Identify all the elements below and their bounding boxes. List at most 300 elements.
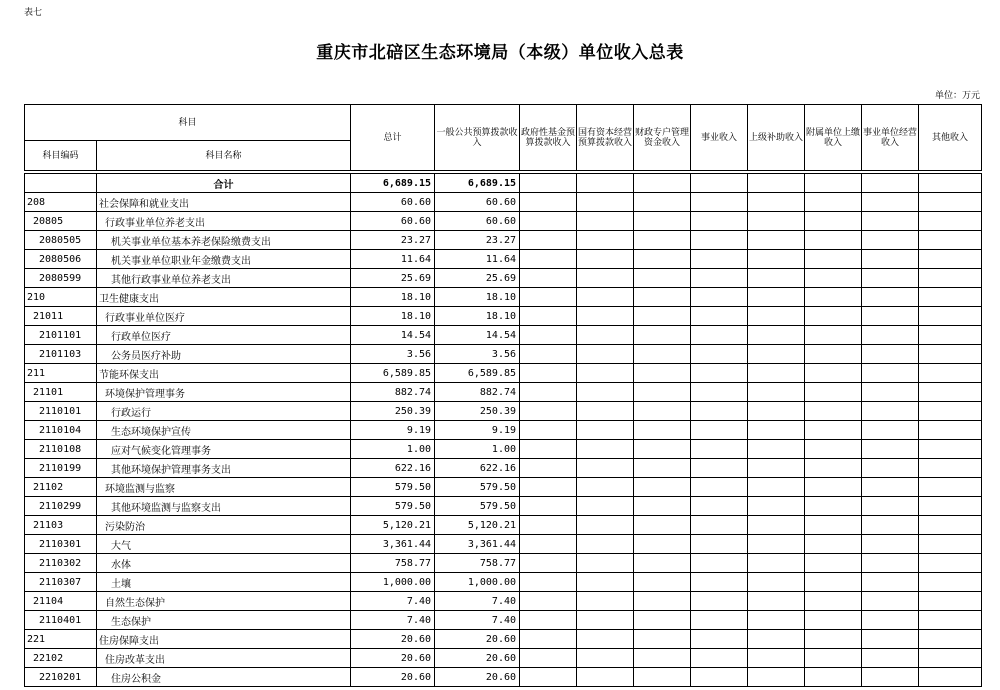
subject-name-cell: 其他环境保护管理事务支出: [97, 459, 351, 478]
empty-cell: [634, 592, 691, 611]
empty-cell: [520, 440, 577, 459]
empty-cell: [520, 516, 577, 535]
empty-cell: [919, 497, 982, 516]
header-subject-name: 科目名称: [97, 141, 351, 171]
empty-cell: [805, 592, 862, 611]
empty-cell: [862, 307, 919, 326]
empty-cell: [577, 193, 634, 212]
table-row: [25, 288, 982, 307]
empty-cell: [691, 611, 748, 630]
general-budget-amount-cell: 20.60: [435, 649, 520, 668]
empty-cell: [748, 231, 805, 250]
total-amount-cell: 18.10: [351, 288, 435, 307]
subject-name-cell: 节能环保支出: [97, 364, 351, 383]
empty-cell: [805, 421, 862, 440]
empty-cell: [919, 649, 982, 668]
empty-cell: [919, 269, 982, 288]
subject-name-cell: 生态环境保护宣传: [97, 421, 351, 440]
empty-cell: [634, 421, 691, 440]
empty-cell: [691, 630, 748, 649]
subject-name-cell: 公务员医疗补助: [97, 345, 351, 364]
empty-cell: [862, 383, 919, 402]
subject-code-cell: 2110401: [25, 611, 97, 630]
subject-code-cell: 221: [25, 630, 97, 649]
header-col-other-income: 其他收入: [919, 105, 982, 171]
header-col-fiscal-account: 财政专户管理资金收入: [634, 105, 691, 171]
general-budget-amount-cell: 7.40: [435, 611, 520, 630]
subject-name-cell: 污染防治: [97, 516, 351, 535]
table-row: [25, 630, 982, 649]
subject-name-cell: 应对气候变化管理事务: [97, 440, 351, 459]
unit-label: 单位：万元: [934, 91, 980, 101]
empty-cell: [577, 516, 634, 535]
subject-code-cell: 2080505: [25, 231, 97, 250]
empty-cell: [577, 630, 634, 649]
empty-cell: [691, 497, 748, 516]
table-row: [25, 554, 982, 573]
empty-cell: [748, 345, 805, 364]
header-subject-code: 科目编码: [25, 141, 97, 171]
empty-cell: [520, 307, 577, 326]
empty-cell: [862, 554, 919, 573]
empty-cell: [919, 383, 982, 402]
subject-name-cell: 土壤: [97, 573, 351, 592]
total-amount-cell: 250.39: [351, 402, 435, 421]
empty-cell: [919, 231, 982, 250]
empty-cell: [634, 535, 691, 554]
empty-cell: [691, 288, 748, 307]
table-row: [25, 440, 982, 459]
empty-cell: [748, 364, 805, 383]
subject-name-cell: 水体: [97, 554, 351, 573]
empty-cell: [805, 288, 862, 307]
empty-cell: [691, 554, 748, 573]
general-budget-amount-cell: 60.60: [435, 193, 520, 212]
empty-cell: [862, 516, 919, 535]
empty-cell: [748, 250, 805, 269]
empty-cell: [577, 250, 634, 269]
empty-cell: [634, 231, 691, 250]
empty-cell: [577, 592, 634, 611]
table-row: [25, 269, 982, 288]
total-amount-cell: 5,120.21: [351, 516, 435, 535]
empty-cell: [862, 497, 919, 516]
empty-cell: [862, 212, 919, 231]
empty-cell: [748, 630, 805, 649]
subject-code-cell: 21101: [25, 383, 97, 402]
empty-cell: [520, 345, 577, 364]
empty-cell: [577, 649, 634, 668]
empty-cell: [919, 307, 982, 326]
empty-cell: [577, 383, 634, 402]
empty-cell: [691, 421, 748, 440]
empty-cell: [805, 269, 862, 288]
general-budget-amount-cell: 250.39: [435, 402, 520, 421]
empty-cell: [748, 383, 805, 402]
general-budget-amount-cell: 1,000.00: [435, 573, 520, 592]
empty-cell: [748, 193, 805, 212]
empty-cell: [862, 459, 919, 478]
empty-cell: [862, 402, 919, 421]
subject-name-cell: 住房保障支出: [97, 630, 351, 649]
general-budget-amount-cell: 6,589.85: [435, 364, 520, 383]
empty-cell: [748, 307, 805, 326]
empty-cell: [634, 250, 691, 269]
total-amount-cell: 60.60: [351, 193, 435, 212]
general-budget-amount-cell: 18.10: [435, 307, 520, 326]
subject-code-cell: 2110299: [25, 497, 97, 516]
total-amount-cell: 3.56: [351, 345, 435, 364]
empty-cell: [577, 269, 634, 288]
table-row: [25, 497, 982, 516]
empty-cell: [520, 668, 577, 687]
empty-cell: [862, 535, 919, 554]
subject-code-cell: 2110104: [25, 421, 97, 440]
subject-code-cell: 2110199: [25, 459, 97, 478]
empty-cell: [919, 193, 982, 212]
subject-code-cell: 2110302: [25, 554, 97, 573]
header-col-operating-income: 事业单位经营收入: [862, 105, 919, 171]
empty-cell: [691, 269, 748, 288]
empty-cell: [520, 288, 577, 307]
empty-cell: [691, 383, 748, 402]
empty-cell: [919, 345, 982, 364]
empty-cell: [862, 421, 919, 440]
total-amount-cell: 6,589.85: [351, 364, 435, 383]
subject-name-cell: 社会保障和就业支出: [97, 193, 351, 212]
subject-name-cell: 机关事业单位基本养老保险缴费支出: [97, 231, 351, 250]
general-budget-amount-cell: 579.50: [435, 497, 520, 516]
header-col-general-budget: 一般公共预算拨款收入: [435, 105, 520, 171]
subject-name-cell: 自然生态保护: [97, 592, 351, 611]
empty-cell: [691, 649, 748, 668]
empty-cell: [577, 402, 634, 421]
empty-cell: [691, 459, 748, 478]
general-budget-amount-cell: 1.00: [435, 440, 520, 459]
general-budget-amount-cell: 622.16: [435, 459, 520, 478]
total-label: 合计: [97, 174, 351, 193]
empty-cell: [634, 288, 691, 307]
empty-cell: [919, 535, 982, 554]
empty-cell: [634, 630, 691, 649]
table-row: [25, 345, 982, 364]
empty-cell: [862, 630, 919, 649]
general-budget-amount-cell: 3.56: [435, 345, 520, 364]
general-budget-amount-cell: 20.60: [435, 668, 520, 687]
empty-cell: [520, 478, 577, 497]
empty-cell: [862, 668, 919, 687]
empty-cell: [691, 364, 748, 383]
empty-cell: [691, 668, 748, 687]
empty-cell: [805, 440, 862, 459]
empty-cell: [805, 212, 862, 231]
empty-cell: [862, 649, 919, 668]
empty-cell: [520, 402, 577, 421]
empty-cell: [805, 364, 862, 383]
empty-cell: [862, 478, 919, 497]
empty-cell: [748, 421, 805, 440]
empty-cell: [634, 573, 691, 592]
empty-cell: [634, 611, 691, 630]
empty-cell: [748, 535, 805, 554]
general-budget-amount-cell: 18.10: [435, 288, 520, 307]
total-amount-cell: 1.00: [351, 440, 435, 459]
total-amount-cell: 25.69: [351, 269, 435, 288]
empty-cell: [748, 440, 805, 459]
total-amount-cell: 11.64: [351, 250, 435, 269]
empty-cell: [862, 440, 919, 459]
general-budget-amount-cell: 3,361.44: [435, 535, 520, 554]
empty-cell: [634, 497, 691, 516]
empty-cell: [919, 516, 982, 535]
subject-code-cell: 21011: [25, 307, 97, 326]
empty-cell: [691, 573, 748, 592]
header-col-superior-subsidy: 上级补助收入: [748, 105, 805, 171]
empty-cell: [919, 554, 982, 573]
empty-cell: [520, 212, 577, 231]
total-amount-cell: 9.19: [351, 421, 435, 440]
empty-cell: [634, 326, 691, 345]
empty-cell: [919, 611, 982, 630]
general-budget-amount-cell: 5,120.21: [435, 516, 520, 535]
empty-cell: [805, 497, 862, 516]
subject-code-cell: 21104: [25, 592, 97, 611]
subject-code-cell: 2080599: [25, 269, 97, 288]
page-title: 重庆市北碚区生态环境局（本级）单位收入总表: [316, 43, 684, 63]
empty-cell: [634, 269, 691, 288]
table-row: [25, 421, 982, 440]
subject-name-cell: 环境监测与监察: [97, 478, 351, 497]
empty-cell: [919, 326, 982, 345]
subject-code-cell: 2101103: [25, 345, 97, 364]
empty-cell: [577, 345, 634, 364]
total-amount-cell: 3,361.44: [351, 535, 435, 554]
empty-cell: [748, 402, 805, 421]
general-budget-amount-cell: 25.69: [435, 269, 520, 288]
header-col-gov-fund: 政府性基金预算拨款收入: [520, 105, 577, 171]
empty-cell: [805, 535, 862, 554]
subject-name-cell: 大气: [97, 535, 351, 554]
empty-cell: [520, 383, 577, 402]
subject-name-cell: 生态保护: [97, 611, 351, 630]
subject-name-cell: 卫生健康支出: [97, 288, 351, 307]
empty-cell: [577, 459, 634, 478]
empty-cell: [862, 193, 919, 212]
subject-code-cell: 20805: [25, 212, 97, 231]
empty-cell: [919, 440, 982, 459]
total-amount-cell: 579.50: [351, 478, 435, 497]
empty-cell: [748, 592, 805, 611]
empty-cell: [577, 573, 634, 592]
empty-cell: [634, 193, 691, 212]
empty-cell: [805, 554, 862, 573]
general-budget-amount-cell: 14.54: [435, 326, 520, 345]
empty-cell: [748, 611, 805, 630]
empty-cell: [577, 288, 634, 307]
empty-cell: [691, 193, 748, 212]
subject-code-cell: 2110101: [25, 402, 97, 421]
subject-code-cell: 211: [25, 364, 97, 383]
subject-name-cell: 机关事业单位职业年金缴费支出: [97, 250, 351, 269]
table-row: [25, 478, 982, 497]
empty-cell: [748, 459, 805, 478]
table-row: [25, 649, 982, 668]
empty-cell: [748, 649, 805, 668]
general-budget-amount-cell: 60.60: [435, 212, 520, 231]
empty-cell: [919, 573, 982, 592]
empty-cell: [805, 231, 862, 250]
empty-cell: [577, 668, 634, 687]
empty-cell: [634, 345, 691, 364]
empty-cell: [919, 250, 982, 269]
empty-cell: [577, 440, 634, 459]
empty-cell: [577, 231, 634, 250]
empty-cell: [577, 212, 634, 231]
empty-cell: [862, 231, 919, 250]
header-col-business-income: 事业收入: [691, 105, 748, 171]
empty-cell: [577, 364, 634, 383]
empty-cell: [805, 573, 862, 592]
empty-cell: [691, 535, 748, 554]
general-budget-amount-cell: 882.74: [435, 383, 520, 402]
empty-cell: [691, 326, 748, 345]
table-row: [25, 611, 982, 630]
table-row: [25, 383, 982, 402]
table-row: [25, 573, 982, 592]
empty-cell: [862, 250, 919, 269]
table-row: [25, 250, 982, 269]
empty-cell: [520, 649, 577, 668]
table-row: [25, 307, 982, 326]
empty-cell: [748, 573, 805, 592]
empty-cell: [520, 573, 577, 592]
empty-cell: [634, 364, 691, 383]
table-row: [25, 668, 982, 687]
empty-cell: [520, 630, 577, 649]
empty-cell: [748, 326, 805, 345]
empty-cell: [634, 668, 691, 687]
subject-code-cell: 22102: [25, 649, 97, 668]
empty-cell: [919, 212, 982, 231]
empty-cell: [748, 212, 805, 231]
subject-code-cell: 2080506: [25, 250, 97, 269]
empty-cell: [862, 573, 919, 592]
empty-cell: [919, 459, 982, 478]
total-amount-cell: 14.54: [351, 326, 435, 345]
empty-cell: [919, 421, 982, 440]
empty-cell: [919, 478, 982, 497]
empty-cell: [520, 269, 577, 288]
empty-cell: [520, 326, 577, 345]
empty-cell: [634, 649, 691, 668]
general-budget-amount-cell: 20.60: [435, 630, 520, 649]
empty-cell: [748, 288, 805, 307]
empty-cell: [919, 364, 982, 383]
empty-cell: [805, 459, 862, 478]
empty-cell: [805, 250, 862, 269]
general-budget-amount-cell: 758.77: [435, 554, 520, 573]
subject-name-cell: 行政单位医疗: [97, 326, 351, 345]
empty-cell: [748, 269, 805, 288]
empty-cell: [691, 212, 748, 231]
total-amount-cell: 579.50: [351, 497, 435, 516]
subject-name-cell: 其他行政事业单位养老支出: [97, 269, 351, 288]
empty-cell: [919, 668, 982, 687]
empty-cell: [691, 345, 748, 364]
subject-code-cell: 2110301: [25, 535, 97, 554]
empty-cell: [634, 212, 691, 231]
empty-cell: [919, 630, 982, 649]
empty-cell: [805, 345, 862, 364]
table-row: [25, 459, 982, 478]
header-col-affiliated-remit: 附属单位上缴收入: [805, 105, 862, 171]
subject-code-cell: 210: [25, 288, 97, 307]
header-col-state-capital: 国有资本经营预算拨款收入: [577, 105, 634, 171]
empty-cell: [691, 478, 748, 497]
total-row: [25, 174, 982, 193]
empty-cell: [520, 364, 577, 383]
empty-cell: [634, 516, 691, 535]
general-budget-amount-cell: 11.64: [435, 250, 520, 269]
table-row: [25, 193, 982, 212]
empty-cell: [805, 326, 862, 345]
empty-cell: [862, 326, 919, 345]
empty-cell: [691, 592, 748, 611]
total-amount-cell: 23.27: [351, 231, 435, 250]
general-budget-amount-cell: 9.19: [435, 421, 520, 440]
empty-cell: [805, 383, 862, 402]
empty-cell: [862, 592, 919, 611]
subject-code-cell: 2110108: [25, 440, 97, 459]
subject-name-cell: 环境保护管理事务: [97, 383, 351, 402]
total-amount-cell: 20.60: [351, 649, 435, 668]
total-amount-cell: 7.40: [351, 611, 435, 630]
empty-cell: [577, 497, 634, 516]
total-amount-cell: 882.74: [351, 383, 435, 402]
total-amount-cell: 60.60: [351, 212, 435, 231]
empty-cell: [520, 193, 577, 212]
empty-cell: [805, 668, 862, 687]
empty-cell: [691, 231, 748, 250]
empty-cell: [577, 421, 634, 440]
empty-cell: [805, 193, 862, 212]
empty-cell: [520, 421, 577, 440]
empty-cell: [520, 459, 577, 478]
subject-name-cell: 行政事业单位医疗: [97, 307, 351, 326]
table-row: [25, 364, 982, 383]
empty-cell: [805, 307, 862, 326]
empty-cell: [748, 668, 805, 687]
empty-cell: [634, 478, 691, 497]
subject-code-cell: 2210201: [25, 668, 97, 687]
table-row: [25, 516, 982, 535]
table-row: [25, 402, 982, 421]
total-amount-cell: 18.10: [351, 307, 435, 326]
table-row: [25, 212, 982, 231]
empty-cell: [520, 231, 577, 250]
empty-cell: [520, 250, 577, 269]
empty-cell: [691, 516, 748, 535]
empty-cell: [634, 440, 691, 459]
empty-cell: [634, 554, 691, 573]
subject-name-cell: 行政运行: [97, 402, 351, 421]
total-amount-cell: 20.60: [351, 630, 435, 649]
table-row: [25, 326, 982, 345]
empty-cell: [805, 649, 862, 668]
empty-cell: [862, 611, 919, 630]
total-amount-cell: 622.16: [351, 459, 435, 478]
empty-cell: [805, 516, 862, 535]
